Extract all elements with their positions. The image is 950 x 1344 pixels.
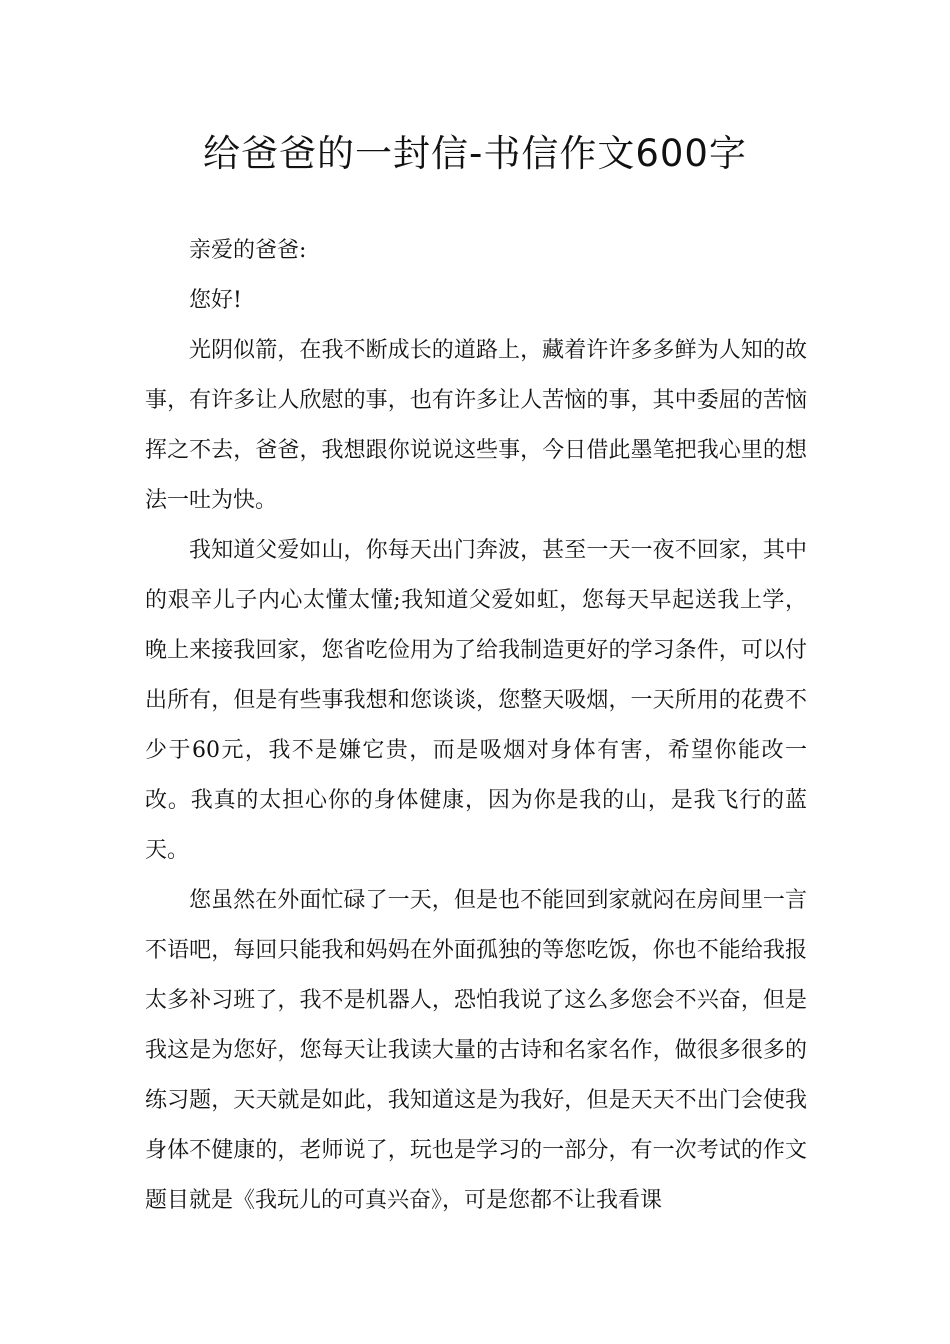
document-body (145, 226, 807, 1226)
paragraph: 我知道父爱如山，你每天出门奔波，甚至一天一夜不回家，其中的艰辛儿子内心太懂太懂;我知道父爱如虹，您每天早起送我上学，晚上来接我回家，您省吃俭用为了给我制造更好的学习条件，可以付出所有，但是有些事我想和您谈谈，您整天吸烟，一天所用的花费不少于60元，我不是嫌它贵，而是吸烟对身体有害，希望你能改一改。我真的太担心你的身体健康，因为你是我的山，是我飞行的蓝天。 (145, 538, 807, 863)
paragraph: 光阴似箭，在我不断成长的道路上，藏着许许多多鲜为人知的故事，有许多让人欣慰的事，也有许多让人苦恼的事，其中委屈的苦恼挥之不去，爸爸，我想跟你说说这些事，今日借此墨笔把我心里的想法一吐为快。 (145, 338, 807, 513)
paragraph: 您虽然在外面忙碌了一天，但是也不能回到家就闷在房间里一言不语吧，每回只能我和妈妈在外面孤独的等您吃饭，你也不能给我报太多补习班了，我不是机器人，恐怕我说了这么多您会不兴奋，但是我这是为您好，您每天让我读大量的古诗和名家名作，做很多很多的练习题，天天就是如此，我知道这是为我好，但是天天不出门会使我身体不健康的，老师说了，玩也是学习的一部分，有一次考试的作文题目就是《我玩儿的可真兴奋》，可是您都不让我看课 (145, 888, 807, 1213)
document-title: 给爸爸的一封信-书信作文600字 (203, 132, 747, 175)
salutation: 亲爱的爸爸: (189, 238, 307, 263)
greeting: 您好! (189, 288, 242, 313)
